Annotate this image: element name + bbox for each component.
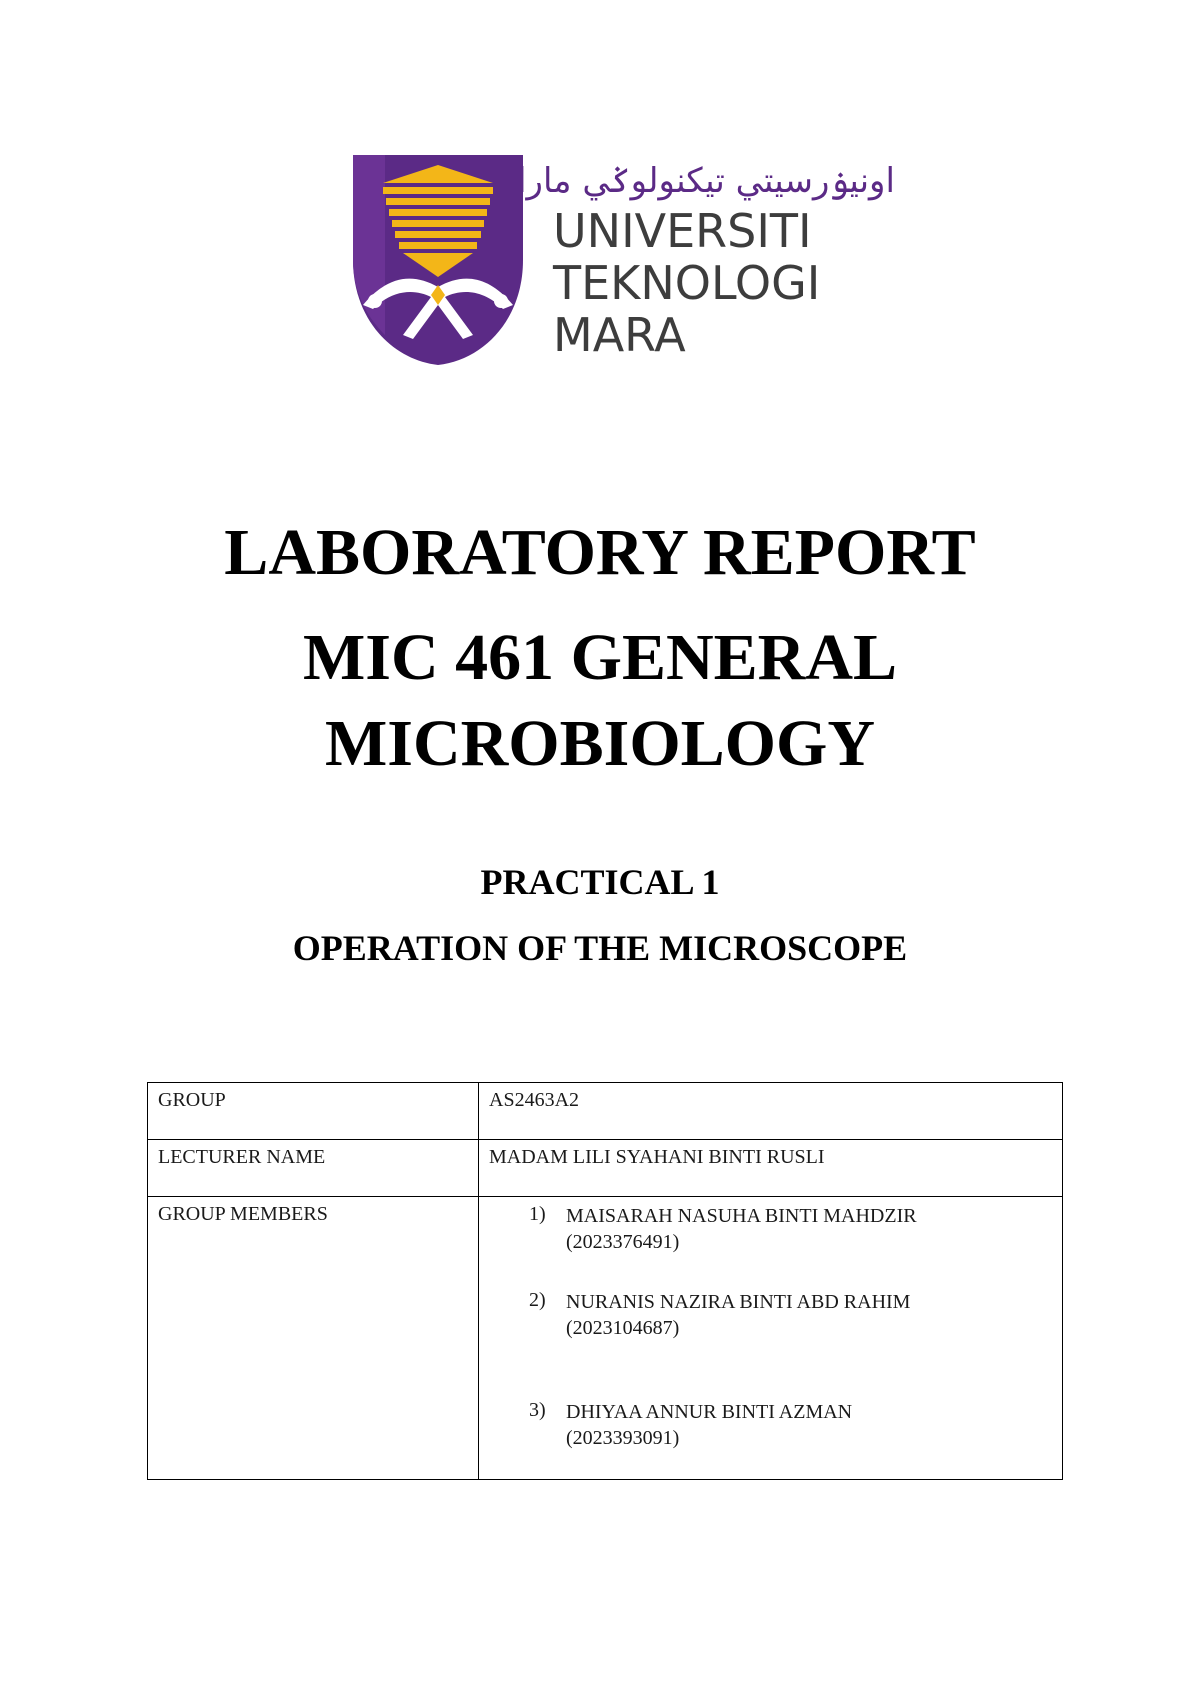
course-title xyxy=(0,615,1200,787)
members-label: GROUP MEMBERS xyxy=(148,1197,479,1480)
member-text xyxy=(566,1289,910,1341)
course-title-line-1: MIC 461 GENERAL xyxy=(302,621,898,694)
university-crest-icon xyxy=(353,155,523,365)
lecturer-label: LECTURER NAME xyxy=(148,1140,479,1197)
member-name: MAISARAH NASUHA BINTI MAHDZIR xyxy=(566,1205,917,1227)
member-id: (2023376491) xyxy=(566,1231,680,1253)
svg-text:اونيۏرسيتي تيكنولوݢي مارا: اونيۏرسيتي تيكنولوݢي مارا xyxy=(517,161,895,201)
members-cell xyxy=(479,1197,1063,1480)
lecturer-value: MADAM LILI SYAHANI BINTI RUSLI xyxy=(479,1140,1063,1197)
member-text xyxy=(566,1399,852,1451)
table-row-lecturer xyxy=(148,1140,1063,1197)
member-name: NURANIS NAZIRA BINTI ABD RAHIM xyxy=(566,1291,911,1313)
university-logo xyxy=(353,150,895,365)
practical-title: OPERATION OF THE MICROSCOPE xyxy=(292,928,908,968)
member-number: 2) xyxy=(529,1289,546,1311)
list-item xyxy=(529,1399,1052,1451)
group-label: GROUP xyxy=(148,1083,479,1140)
report-title: LABORATORY REPORT xyxy=(224,516,976,589)
member-id: (2023104687) xyxy=(566,1317,680,1339)
course-title-line-2: MICROBIOLOGY xyxy=(324,707,876,780)
member-number: 3) xyxy=(529,1399,546,1421)
member-number: 1) xyxy=(529,1203,546,1225)
wordmark-line-1: UNIVERSITI xyxy=(553,204,812,258)
member-id: (2023393091) xyxy=(566,1427,680,1449)
university-wordmark xyxy=(553,205,873,365)
list-item xyxy=(529,1289,1052,1341)
wordmark-line-2: TEKNOLOGI xyxy=(553,256,821,310)
info-table xyxy=(147,1082,1063,1480)
practical-label: PRACTICAL 1 xyxy=(480,862,720,902)
list-item xyxy=(529,1203,1052,1255)
jawi-script-logo xyxy=(517,150,895,208)
title-block xyxy=(0,505,1200,787)
member-text xyxy=(566,1203,917,1255)
wordmark-line-3: MARA xyxy=(553,308,686,362)
practical-block xyxy=(0,860,1200,970)
members-list xyxy=(489,1203,1052,1451)
group-value: AS2463A2 xyxy=(479,1083,1063,1140)
member-name: DHIYAA ANNUR BINTI AZMAN xyxy=(566,1401,853,1423)
table-row-members xyxy=(148,1197,1063,1480)
table-row-group xyxy=(148,1083,1063,1140)
